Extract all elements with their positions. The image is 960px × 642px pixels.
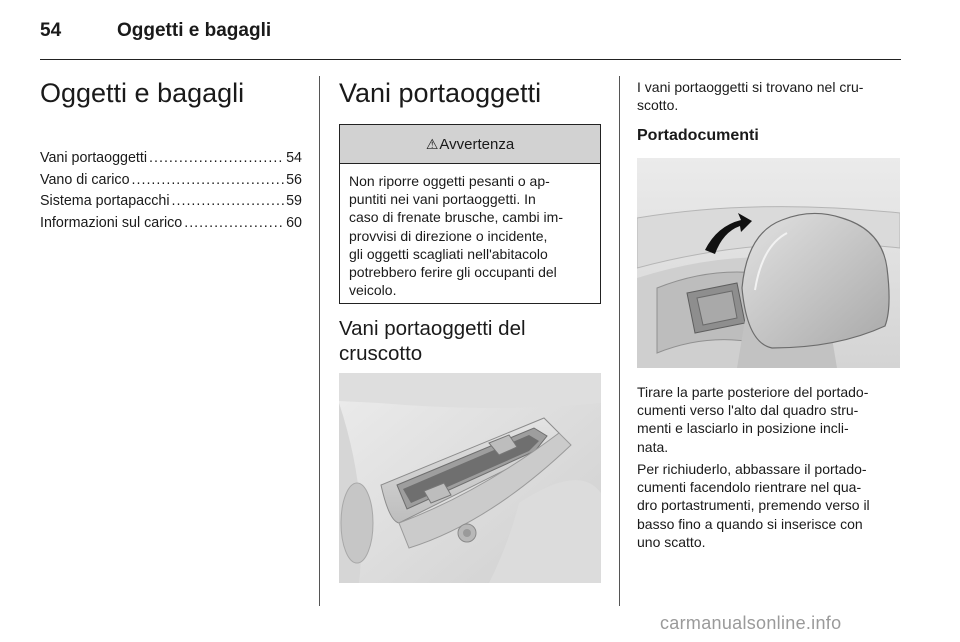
toc-leader-dots — [132, 172, 285, 188]
paragraph-line: Per richiuderlo, abbassare il portado- — [637, 461, 867, 477]
subsection-title-line: cruscotto — [339, 342, 423, 365]
warning-text — [340, 164, 600, 299]
warning-line: gli oggetti scagliati nell'abitacolo — [349, 245, 548, 262]
toc-entry-label: Vano di carico — [40, 171, 130, 188]
instruction-open — [637, 383, 901, 456]
subsection-title-line: Vani portaoggetti del — [339, 317, 526, 340]
paragraph-line: cumenti verso l'alto dal quadro stru- — [637, 402, 859, 419]
subsection-title — [339, 316, 601, 366]
paragraph-line: dro portastrumenti, premendo verso il — [637, 497, 870, 514]
section-title: Vani portaoggetti — [339, 78, 542, 108]
paragraph-line: menti e lasciarlo in posizione incli- — [637, 420, 849, 437]
toc-leader-dots — [149, 150, 284, 166]
toc-entry-page: 59 — [286, 193, 302, 209]
intro-line: I vani portaoggetti si trovano nel cru- — [637, 79, 864, 95]
paragraph-line: cumenti facendolo rientrare nel qua- — [637, 479, 862, 496]
toc-leader-dots — [184, 215, 284, 231]
toc-entry-page: 60 — [286, 214, 302, 231]
warning-line: caso di frenate brusche, cambi im- — [349, 209, 563, 226]
header-rule — [40, 59, 901, 60]
instruction-close — [637, 460, 901, 551]
toc-entry-page: 56 — [286, 171, 302, 188]
warning-line: potrebbero ferire gli occupanti del — [349, 264, 557, 281]
watermark: carmanualsonline.info — [660, 613, 842, 633]
warning-line: Non riporre oggetti pesanti o ap- — [349, 173, 550, 189]
toc-entry-label: Sistema portapacchi — [40, 193, 170, 209]
toc-entry-page: 54 — [286, 150, 302, 166]
paragraph-line: uno scatto. — [637, 533, 706, 550]
column-divider-right — [619, 76, 620, 606]
intro-line: scotto. — [637, 97, 679, 114]
warning-header — [340, 125, 600, 164]
chapter-title: Oggetti e bagagli — [40, 78, 245, 108]
intro-text — [637, 78, 901, 114]
column-divider-left — [319, 76, 320, 606]
warning-line: provvisi di direzione o incidente, — [349, 227, 548, 244]
toc-entry[interactable] — [40, 150, 302, 172]
paragraph-line: nata. — [637, 438, 669, 455]
paragraph-line: basso fino a quando si inserisce con — [637, 515, 863, 532]
paragraph-line: Tirare la parte posteriore del portado- — [637, 384, 869, 400]
warning-box — [339, 124, 601, 304]
warning-title: Avvertenza — [439, 135, 515, 153]
toc-entry[interactable] — [40, 172, 302, 194]
page-number: 54 — [40, 20, 62, 41]
chapter-header: Oggetti e bagagli — [117, 20, 272, 41]
portadocumenti-title: Portadocumenti — [637, 127, 759, 144]
toc-entry-label: Informazioni sul carico — [40, 214, 183, 231]
warning-triangle-icon: ⚠ — [425, 135, 439, 152]
toc-entry[interactable] — [40, 215, 302, 237]
warning-line: veicolo. — [349, 282, 397, 299]
toc-entry[interactable] — [40, 193, 302, 215]
document-holder-illustration — [637, 158, 900, 368]
toc-leader-dots — [172, 193, 285, 209]
warning-line: puntiti nei vani portaoggetti. In — [349, 191, 536, 208]
toc-entry-label: Vani portaoggetti — [40, 150, 148, 166]
glovebox-illustration — [339, 373, 601, 583]
table-of-contents — [40, 150, 302, 236]
